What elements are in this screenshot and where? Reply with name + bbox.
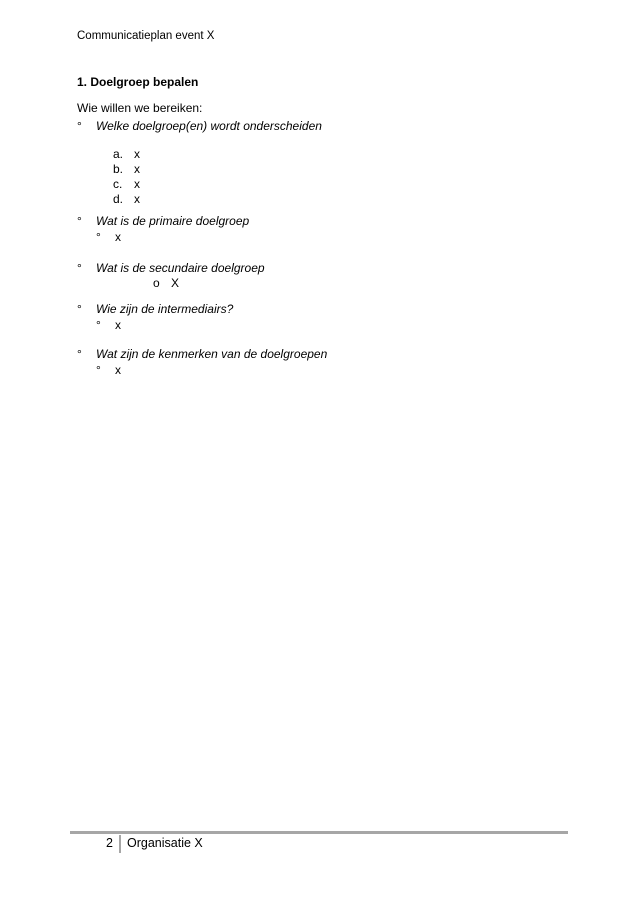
question-bullet: ° [77, 347, 82, 361]
list-marker: b. [113, 162, 124, 176]
list-item: x [134, 162, 140, 176]
intro-text: Wie willen we bereiken: [77, 101, 203, 115]
footer-separator [119, 835, 121, 853]
question-text: Wie zijn de intermediairs? [96, 302, 234, 316]
question-bullet: ° [77, 302, 82, 316]
list-marker: ° [96, 230, 101, 244]
page-number: 2 [106, 836, 113, 850]
list-item: X [171, 276, 180, 290]
list-item: x [115, 230, 121, 244]
list-marker: ° [96, 363, 101, 377]
list-item: x [134, 192, 140, 206]
question-bullet: ° [77, 119, 82, 133]
question-text: Wat is de primaire doelgroep [96, 214, 250, 228]
footer-rule [70, 831, 568, 834]
question-text: Wat is de secundaire doelgroep [96, 261, 265, 275]
list-marker: d. [113, 192, 124, 206]
question-bullet: ° [77, 261, 82, 275]
footer-organisation: Organisatie X [127, 836, 203, 850]
question-text: Wat zijn de kenmerken van de doelgroepen [96, 347, 328, 361]
page-header: Communicatieplan event X [77, 30, 215, 42]
list-item: x [115, 318, 121, 332]
list-item: x [115, 363, 121, 377]
list-marker: o [153, 276, 160, 290]
list-marker: c. [113, 177, 123, 191]
list-marker: ° [96, 318, 101, 332]
list-marker: a. [113, 147, 124, 161]
list-item: x [134, 147, 140, 161]
question-bullet: ° [77, 214, 82, 228]
section-title: 1. Doelgroep bepalen [77, 75, 199, 89]
list-item: x [134, 177, 140, 191]
question-text: Welke doelgroep(en) wordt onderscheiden [96, 119, 322, 133]
